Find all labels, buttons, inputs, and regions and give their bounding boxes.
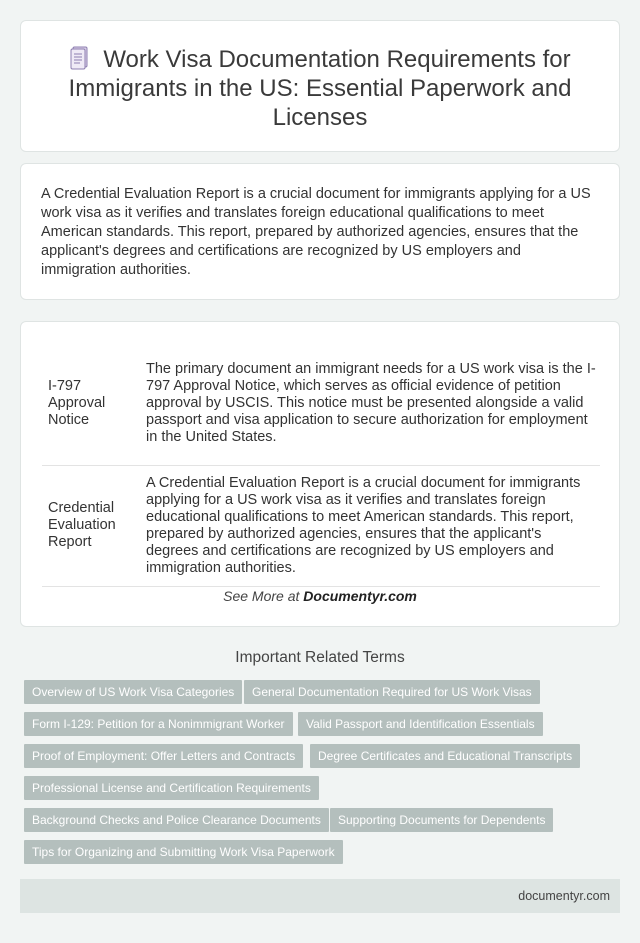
related-terms-heading: Important Related Terms [235,649,405,666]
document-description: A Credential Evaluation Report is a crucial document for immigrants applying for a US work visa as it verifies and translates foreign educational qualifications to meet American standards. This report, prepared by authorized agencies, ensures that the applicant's degrees and certifications are recognized by US employers and immigration authorities. [140,465,600,586]
related-tag[interactable]: Proof of Employment: Offer Letters and Contracts [24,744,303,768]
document-name: I-797 Approval Notice [42,342,140,465]
related-tag[interactable]: Supporting Documents for Dependents [330,808,553,832]
title-card [20,20,620,152]
related-tag[interactable]: Professional License and Certification Requirements [24,776,319,800]
documents-card [20,321,620,627]
page-title-text: Work Visa Documentation Requirements for Immigrants in the US: Essential Paperwork and Licenses [68,46,572,131]
related-tag[interactable]: Background Checks and Police Clearance Documents [24,808,329,832]
footer [20,879,620,913]
document-name: Credential Evaluation Report [42,465,140,586]
see-more-site: Documentyr.com [303,588,417,604]
document-description: The primary document an immigrant needs for a US work visa is the I-797 Approval Notice, which serves as official evidence of petition approval by USCIS. This notice must be presented alongside a valid passport and visa application to secure authorization for employment in the United States. [140,342,600,465]
related-tag[interactable]: Degree Certificates and Educational Transcripts [310,744,580,768]
related-tag[interactable]: Overview of US Work Visa Categories [24,680,242,704]
related-tag[interactable]: Valid Passport and Identification Essentials [298,712,543,736]
intro-card [20,163,620,300]
table-row [42,465,600,586]
related-tag[interactable]: Tips for Organizing and Submitting Work Visa Paperwork [24,840,343,864]
related-tag[interactable]: General Documentation Required for US Work Visas [244,680,540,704]
table-row [42,342,600,465]
footer-site[interactable]: documentyr.com [518,889,610,903]
see-more-prefix: See More at [223,588,304,604]
related-tag[interactable]: Form I-129: Petition for a Nonimmigrant Worker [24,712,293,736]
see-more-link[interactable] [21,588,619,604]
documents-table [42,342,600,587]
document-icon [69,46,91,70]
intro-paragraph: A Credential Evaluation Report is a crucial document for immigrants applying for a US work visa as it verifies and translates foreign educational qualifications to meet American standards. This report, prepared by authorized agencies, ensures that the applicant's degrees and certifications are recognized by US employers and immigration authorities. [41,186,591,278]
page-title [51,45,589,132]
